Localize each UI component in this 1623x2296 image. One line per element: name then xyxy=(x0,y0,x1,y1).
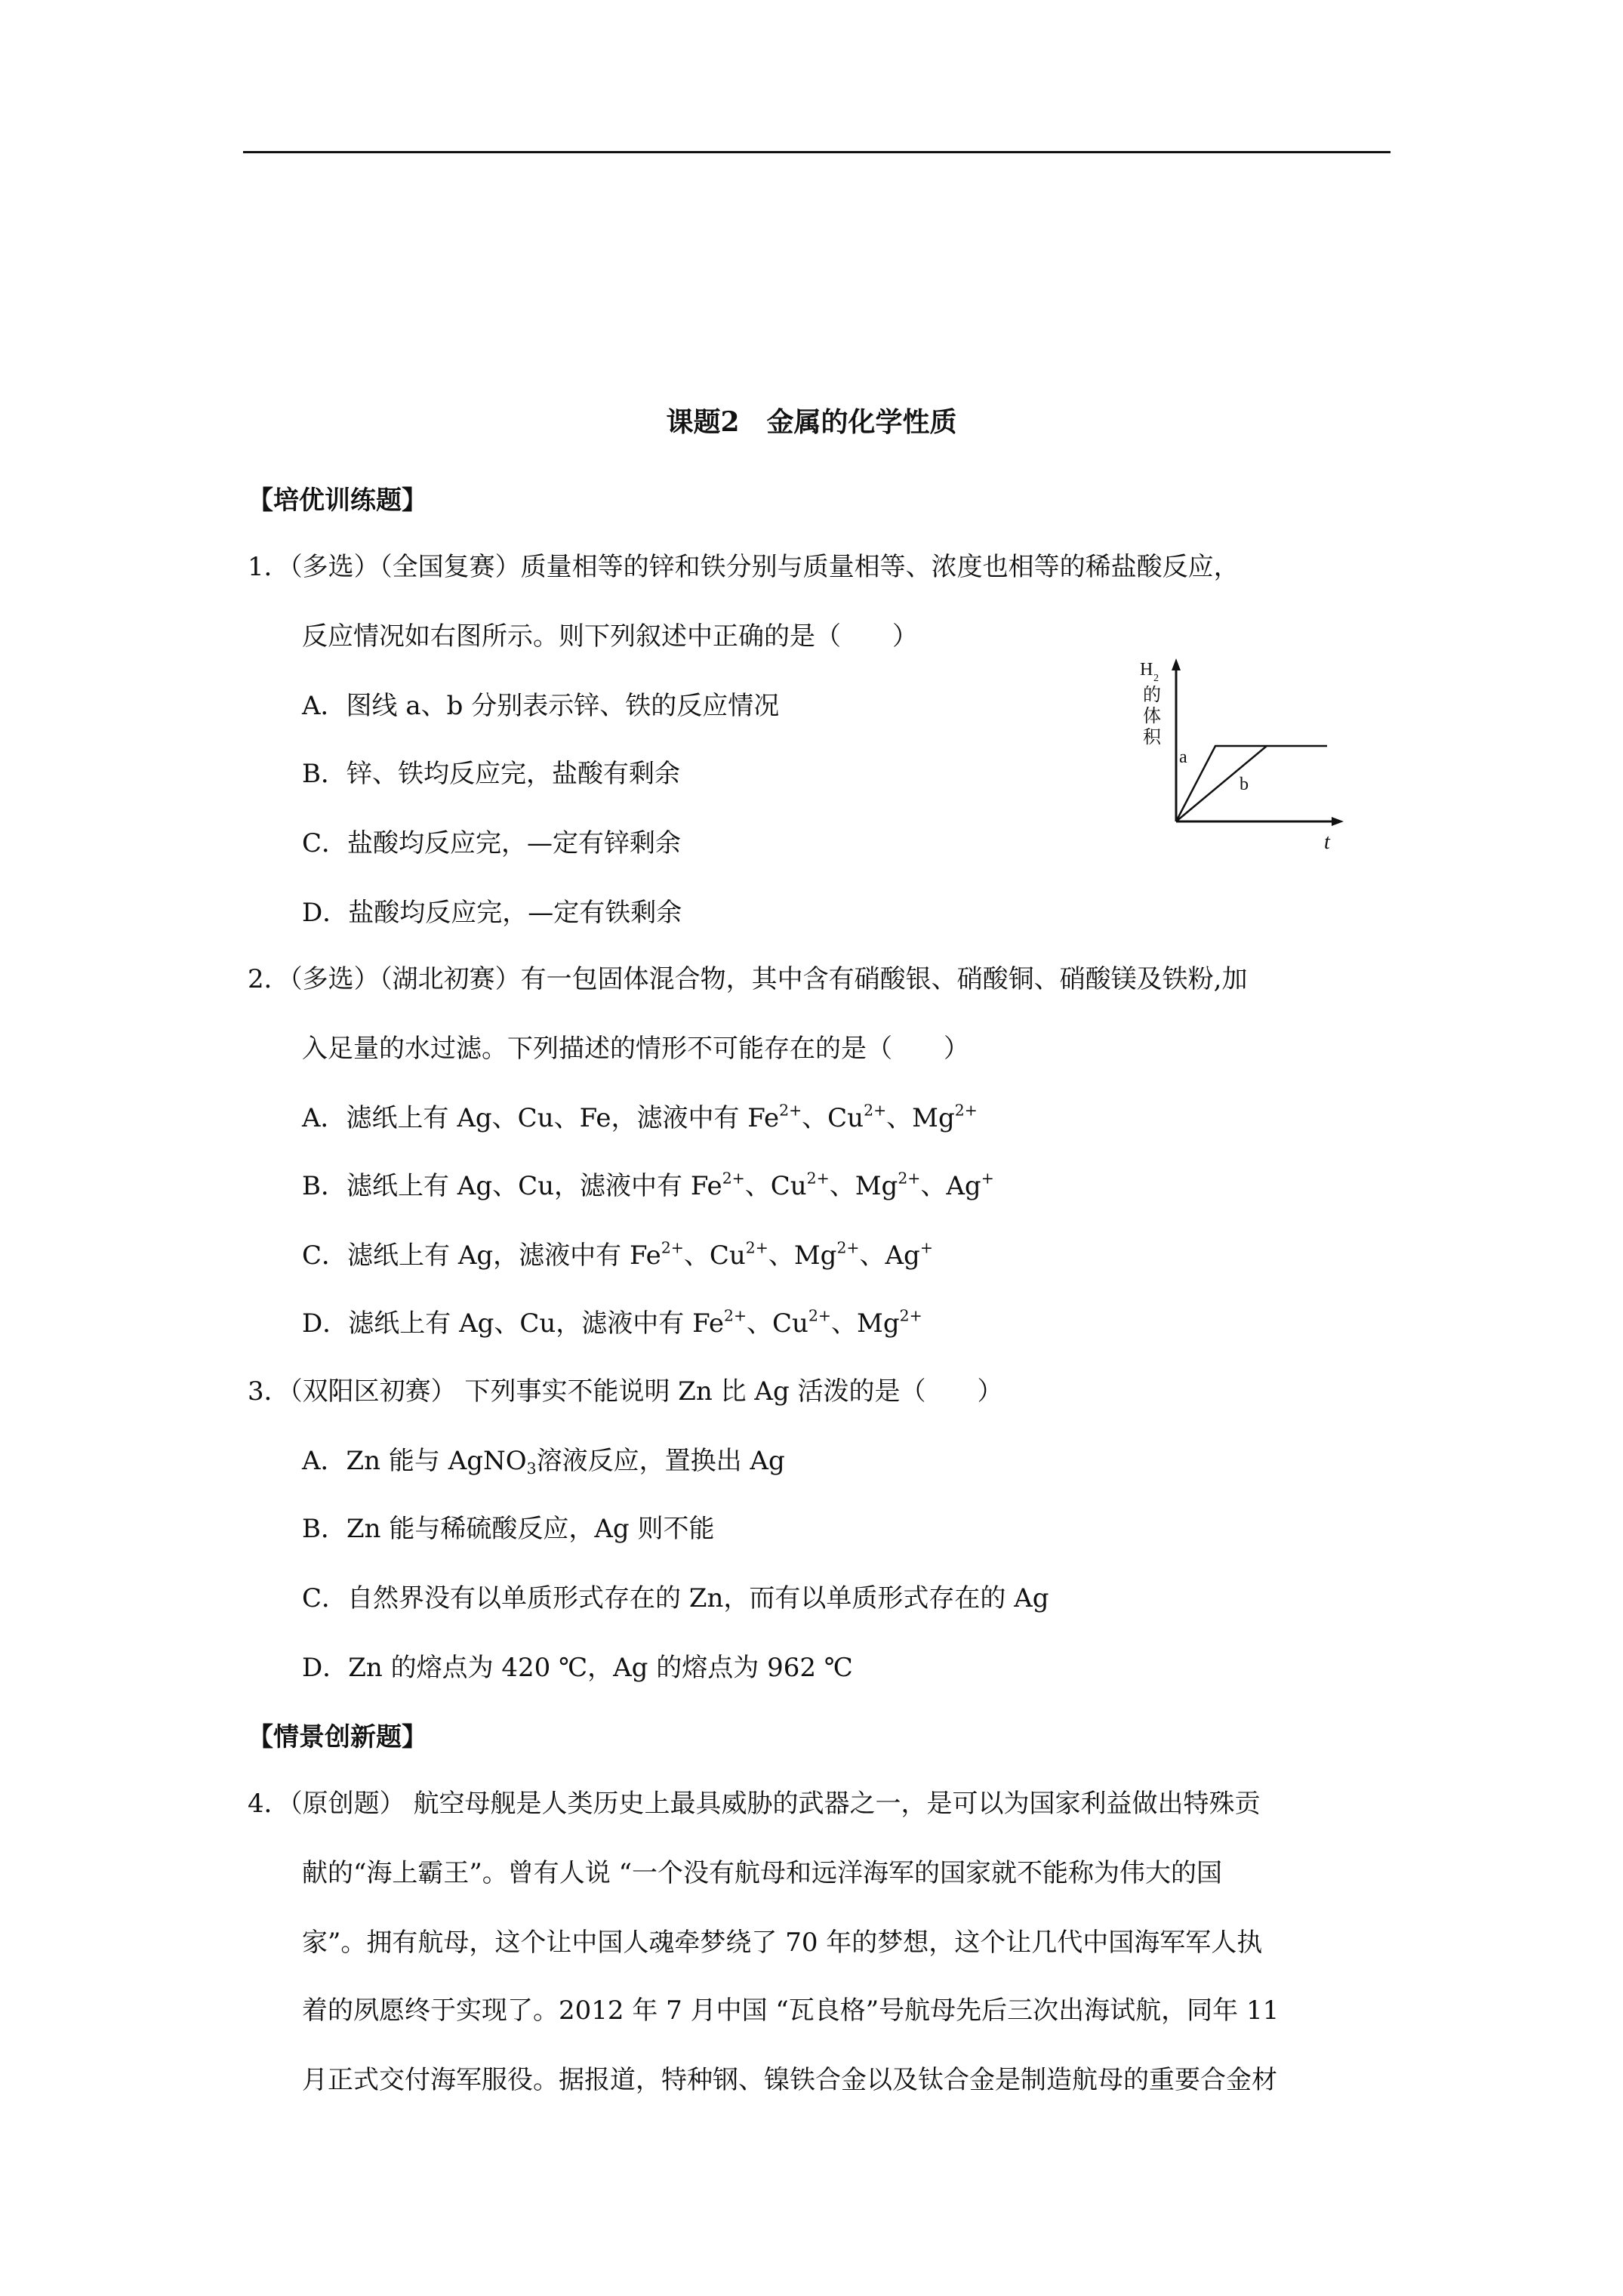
question-2-option-c: C．滤纸上有 Ag，滤液中有 $Fe^{2+}$、$Cu^{2+}$、$Mg^{2+}$、Ag+ xyxy=(302,1238,933,1271)
question-3-option-c: C．自然界没有以单质形式存在的 Zn，而有以单质形式存在的 Ag xyxy=(302,1583,1049,1613)
question-4-line-3: 家”。拥有航母，这个让中国人魂牵梦绕了 70 年的梦想，这个让几代中国海军军人执 xyxy=(302,1928,1263,1958)
y-axis xyxy=(1172,658,1181,821)
question-2-line-1: 2．（多选）（湖北初赛）有一包固体混合物，其中含有硝酸银、硝酸铜、硝酸镁及铁粉,加 xyxy=(248,964,1248,994)
x-axis-label: t xyxy=(1324,831,1330,853)
y-axis-label-h: H xyxy=(1140,660,1153,680)
line-a xyxy=(1176,746,1327,821)
question-1-line-1: 1．（多选）（全国复赛）质量相等的锌和铁分别与质量相等、浓度也相等的稀盐酸反应， xyxy=(248,552,1240,582)
question-1-option-a: A．图线 a、b 分别表示锌、铁的反应情况 xyxy=(302,691,780,721)
question-3-option-a: A．Zn 能与 AgNO$_3$溶液反应，置换出 Ag xyxy=(302,1446,785,1478)
question-2-option-b: B．滤纸上有 Ag、Cu，滤液中有 $Fe^{2+}$、$Cu^{2+}$、$Mg^{2+}$、Ag+ xyxy=(302,1169,994,1201)
question-1-line-2: 反应情况如右图所示。则下列叙述中正确的是（ ） xyxy=(302,621,918,652)
y-axis-label-subscript: 2 xyxy=(1153,673,1159,684)
question-1-option-d: D．盐酸均反应完，—定有铁剩余 xyxy=(302,898,682,928)
page-title: 课题2 金属的化学性质 xyxy=(666,406,957,438)
question-4-line-4: 着的夙愿终于实现了。2012 年 7 月中国 “瓦良格”号航母先后三次出海试航，同年 11 xyxy=(302,1996,1280,2026)
question-2-option-d: D．滤纸上有 Ag、Cu，滤液中有 $Fe^{2+}$、$Cu^{2+}$、$Mg^{2+}$ xyxy=(302,1306,922,1339)
question-3-option-d: D．Zn 的熔点为 420 ℃，Ag 的熔点为 962 ℃ xyxy=(302,1653,853,1683)
line-b xyxy=(1176,746,1267,821)
x-axis xyxy=(1176,817,1344,826)
question-1-option-b: B．锌、铁均反应完，盐酸有剩余 xyxy=(302,759,680,789)
question-4-line-5: 月正式交付海军服役。据报道，特种钢、镍铁合金以及钛合金是制造航母的重要合金材 xyxy=(302,2065,1277,2095)
h2-volume-time-figure xyxy=(1132,657,1359,853)
y-axis-label-char-1: 的 xyxy=(1143,686,1161,705)
question-3-option-b: B．Zn 能与稀硫酸反应，Ag 则不能 xyxy=(302,1514,715,1544)
question-3-line-1: 3．（双阳区初赛） 下列事实不能说明 Zn 比 Ag 活泼的是（ ） xyxy=(248,1376,1003,1407)
y-axis-label-char-3: 积 xyxy=(1143,728,1161,747)
line-b-label: b xyxy=(1240,775,1249,794)
question-2-line-2: 入足量的水过滤。下列描述的情形不可能存在的是（ ） xyxy=(302,1034,969,1064)
question-4-line-2: 献的“海上霸王”。曾有人说 “一个没有航母和远洋海军的国家就不能称为伟大的国 xyxy=(302,1858,1222,1888)
section-heading-innovation: 【情景创新题】 xyxy=(248,1722,427,1752)
question-4-line-1: 4．（原创题） 航空母舰是人类历史上最具威胁的武器之一，是可以为国家利益做出特殊贡 xyxy=(248,1789,1261,1819)
question-2-option-a: A．滤纸上有 Ag、Cu、Fe，滤液中有 $Fe^{2+}$、$Cu^{2+}$、$Mg^{2+}$ xyxy=(302,1101,978,1133)
section-heading-training: 【培优训练题】 xyxy=(248,485,427,516)
line-a-label: a xyxy=(1179,747,1187,767)
question-1-option-c: C．盐酸均反应完，—定有锌剩余 xyxy=(302,828,682,858)
y-axis-label-char-2: 体 xyxy=(1143,707,1161,726)
header-rule xyxy=(243,151,1390,153)
